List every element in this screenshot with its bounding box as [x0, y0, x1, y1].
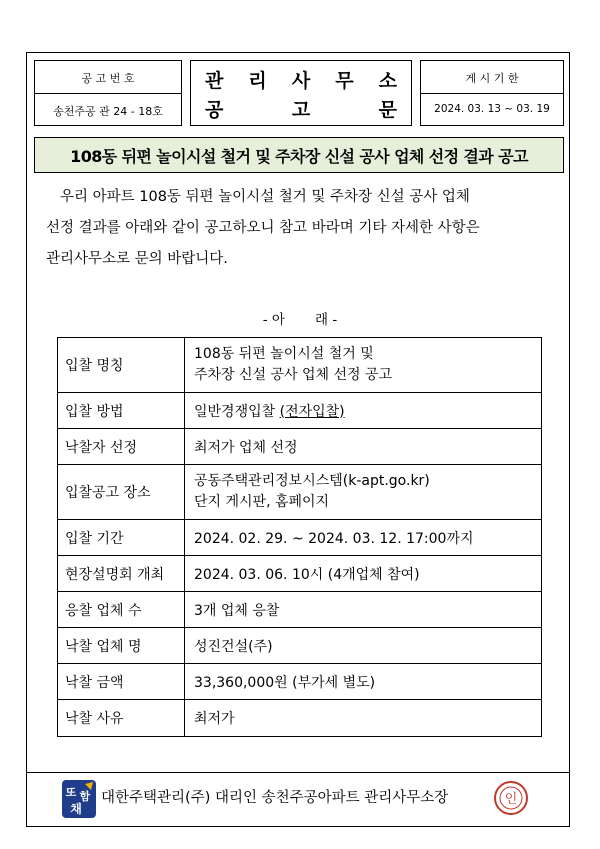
row-key: 응찰 업체 수 [58, 592, 185, 628]
row-key: 낙찰 사유 [58, 700, 185, 737]
footer-divider [26, 772, 570, 773]
table-row [58, 429, 542, 465]
notice-title: 108동 뒤편 놀이시설 철거 및 주차장 신설 공사 업체 선정 결과 공고 [34, 137, 564, 173]
row-value: 108동 뒤편 놀이시설 철거 및 주차장 신설 공사 업체 선정 공고 [185, 338, 542, 393]
intro-line: 선정 결과를 아래와 같이 공고하오니 참고 바라며 기타 자세한 사항은 [46, 220, 480, 236]
row-key: 낙찰 업체 명 [58, 628, 185, 664]
notice-number-label: 공 고 번 호 [81, 72, 135, 85]
office-title: 관 리 사 무 소 [205, 70, 397, 92]
table-row [58, 338, 542, 393]
row-value: 2024. 02. 29. ~ 2024. 03. 12. 17:00까지 [185, 520, 542, 556]
table-row [58, 700, 542, 737]
row-key: 입찰 방법 [58, 393, 185, 429]
intro-line: 우리 아파트 108동 뒤편 놀이시설 철거 및 주차장 신설 공사 업체 [60, 189, 470, 205]
row-value: 성진건설(주) [185, 628, 542, 664]
svg-text:또: 또 [65, 786, 77, 799]
section-heading: - 아 래 - [262, 312, 338, 328]
notice-number-box [34, 60, 182, 126]
row-key: 현장설명회 개최 [58, 556, 185, 592]
svg-text:함: 함 [79, 790, 91, 803]
row-value: 최저가 [185, 700, 542, 737]
row-value: 일반경쟁입찰 (전자입찰) [185, 393, 542, 429]
table-row [58, 393, 542, 429]
row-value: 3개 업체 응찰 [185, 592, 542, 628]
row-key: 입찰공고 장소 [58, 465, 185, 520]
table-row [58, 520, 542, 556]
table-row [58, 556, 542, 592]
table-row [58, 664, 542, 700]
intro-paragraph [46, 182, 554, 275]
posting-period-label: 게 시 기 한 [465, 72, 519, 85]
row-value: 공동주택관리정보시스템(k-apt.go.kr) 단지 게시판, 홈페이지 [185, 465, 542, 520]
intro-line: 관리사무소로 문의 바랍니다. [46, 251, 228, 267]
row-value: 33,360,000원 (부가세 별도) [185, 664, 542, 700]
row-key: 입찰 명칭 [58, 338, 185, 393]
row-key: 낙찰 금액 [58, 664, 185, 700]
office-title-box [190, 60, 412, 126]
svg-text:채: 채 [70, 802, 82, 816]
row-value: 최저가 업체 선정 [185, 429, 542, 465]
posting-period-value: 2024. 03. 13 ~ 03. 19 [434, 103, 550, 115]
footer-signature: 대한주택관리(주) 대리인 송천주공아파트 관리사무소장 [101, 790, 449, 806]
document-type: 공 고 문 [205, 99, 397, 121]
svg-text:인: 인 [504, 792, 518, 807]
posting-period-box [420, 60, 564, 126]
official-seal [493, 780, 529, 816]
table-row [58, 628, 542, 664]
table-row [58, 592, 542, 628]
table-row [58, 465, 542, 520]
details-table [57, 337, 542, 737]
row-key: 입찰 기간 [58, 520, 185, 556]
row-value: 2024. 03. 06. 10시 (4개업체 참여) [185, 556, 542, 592]
notice-number-value: 송천주공 관 24 - 18호 [53, 105, 163, 118]
row-key: 낙찰자 선정 [58, 429, 185, 465]
company-logo [62, 780, 96, 818]
